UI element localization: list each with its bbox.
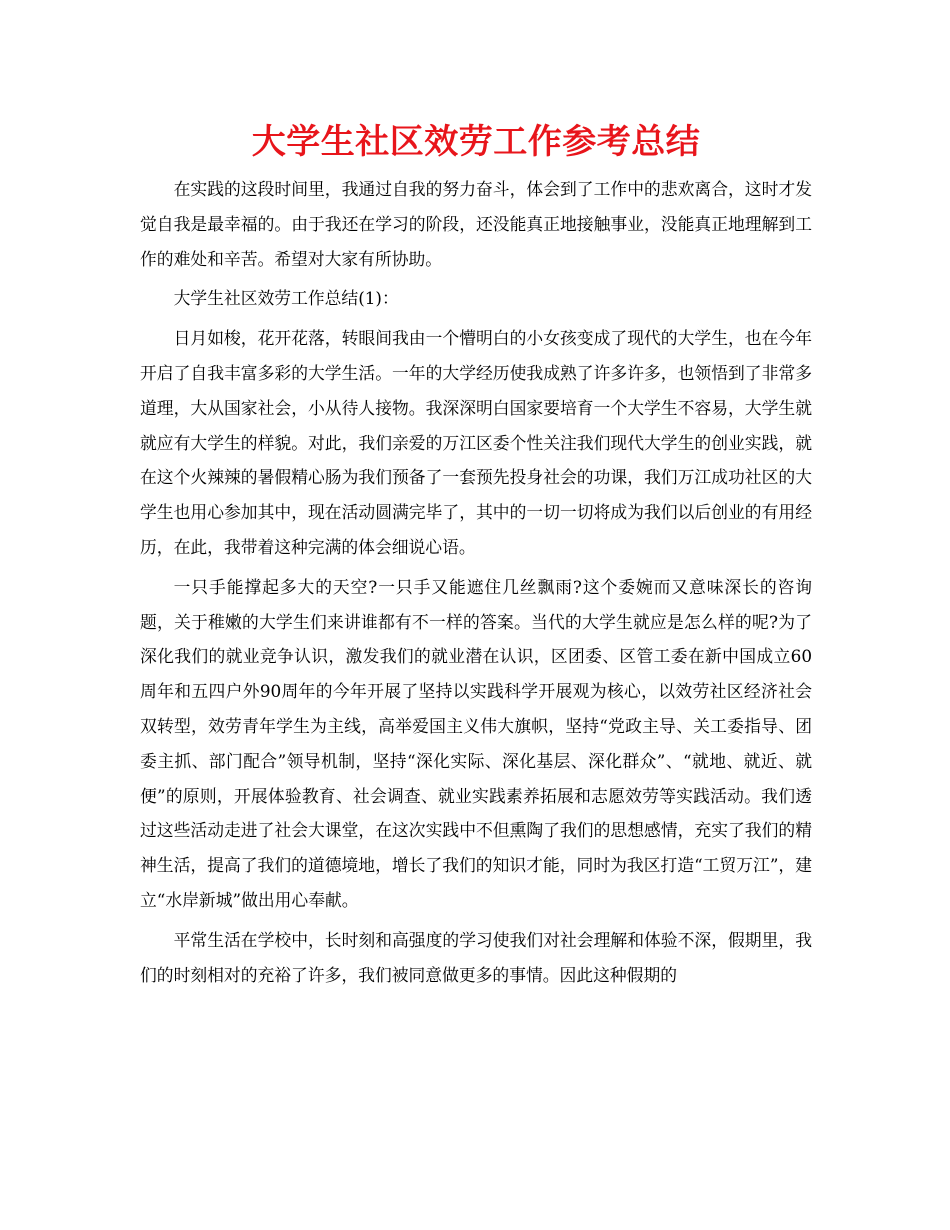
document-page [140,118,812,997]
body-paragraph-2: 一只手能撑起多大的天空?一只手又能遮住几丝飘雨?这个委婉而又意味深长的咨询题，关于稚嫩的大学生们来讲谁都有不一样的答案。当代的大学生就应是怎么样的呢?为了深化我们的就业竞争认识，激发我们的就业潜在认识，区团委、区管工委在新中国成立60周年和五四户外90周年的今年开展了坚持以实践科学开展观为核心，以效劳社区经济社会双转型，效劳青年学生为主线，高举爱国主义伟大旗帜，坚持“党政主导、关工委指导、团委主抓、部门配合”领导机制，坚持“深化实际、深化基层、深化群众”、“就地、就近、就便”的原则，开展体验教育、社会调查、就业实践素养拓展和志愿效劳等实践活动。我们透过这些活动走进了社会大课堂，在这次实践中不但熏陶了我们的思想感情，充实了我们的精神生活，提高了我们的道德境地，增长了我们的知识才能，同时为我区打造“工贸万江”，建立“水岸新城”做出用心奉献。 [140,576,812,910]
body-paragraph-1: 日月如梭，花开花落，转眼间我由一个懵明白的小女孩变成了现代的大学生，也在今年开启了自我丰富多彩的大学生活。一年的大学经历使我成熟了许多许多，也领悟到了非常多道理，大从国家社会，小从待人接物。我深深明白国家要培育一个大学生不容易，大学生就就应有大学生的样貌。对此，我们亲爱的万江区委个性关注我们现代大学生的创业实践，就在这个火辣辣的暑假精心肠为我们预备了一套预先投身社会的功课，我们万江成功社区的大学生也用心参加其中，现在活动圆满完毕了，其中的一切一切将成为我们以后创业的有用经历，在此，我带着这种完满的体会细说心语。 [140,328,812,557]
intro-paragraph: 在实践的这段时间里，我通过自我的努力奋斗，体会到了工作中的悲欢离合，这时才发觉自我是最幸福的。由于我还在学习的阶段，还没能真正地接触事业，没能真正地理解到工作的难处和辛苦。希望对大家有所协助。 [140,179,812,269]
document-title: 大学生社区效劳工作参考总结 [251,122,701,162]
section-heading-paragraph: 大学生社区效劳工作总结(1)： [173,288,399,309]
body-paragraph-3: 平常生活在学校中，长时刻和高强度的学习使我们对社会理解和体验不深，假期里，我们的时刻相对的充裕了许多，我们被同意做更多的事情。因此这种假期的 [140,929,812,985]
